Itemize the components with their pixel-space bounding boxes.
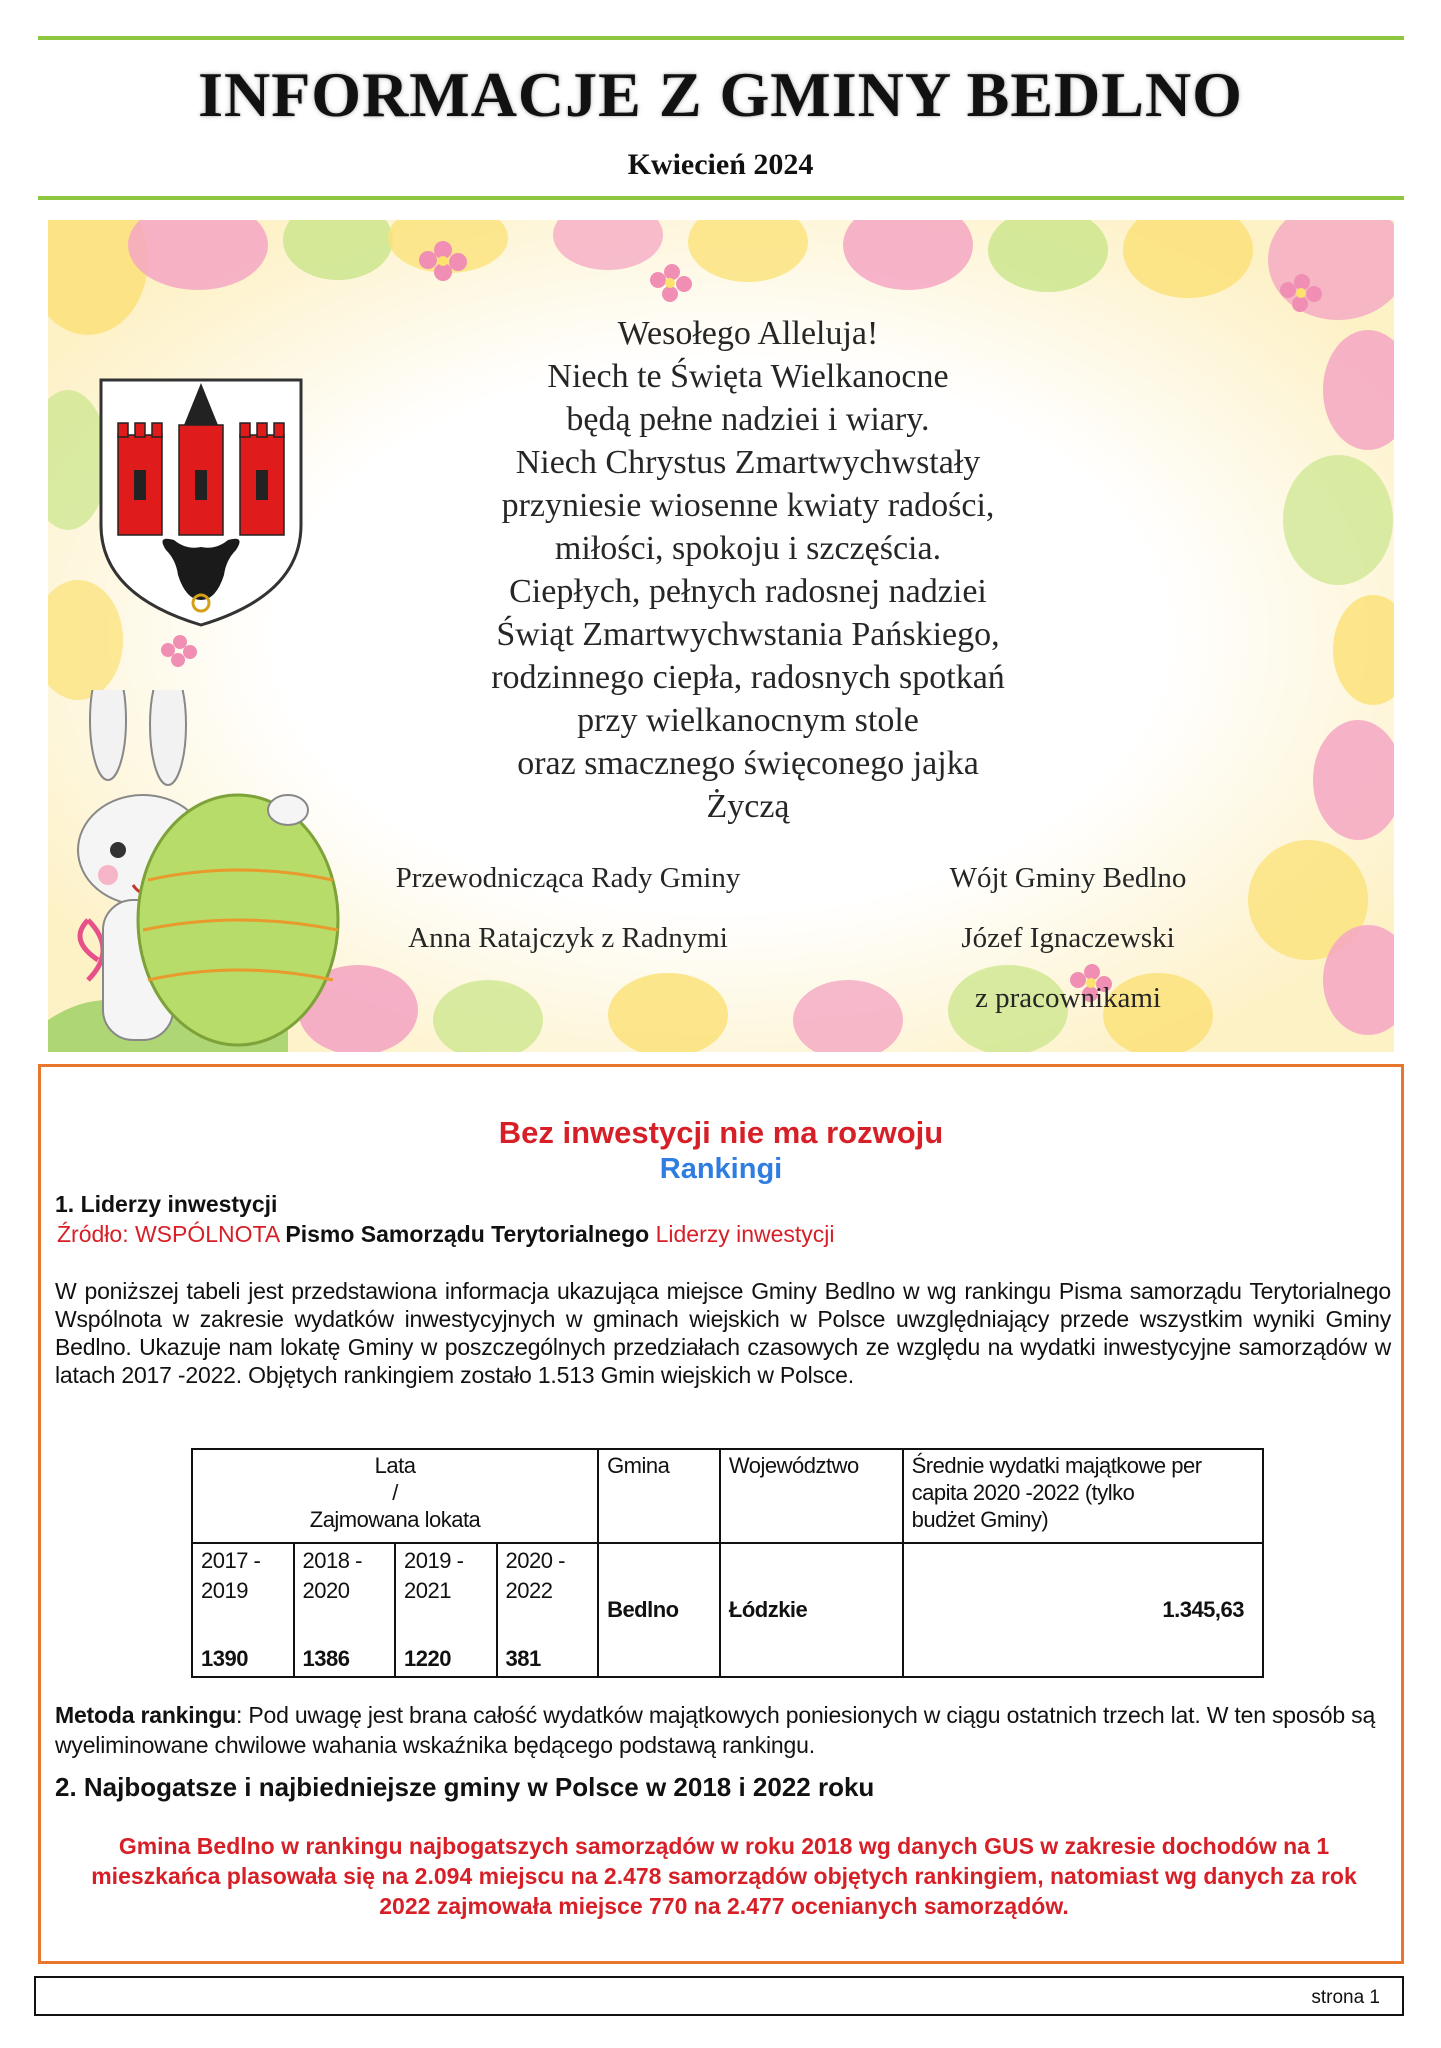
page-footer (34, 1976, 1404, 2016)
page-number: strona 1 (1311, 1987, 1380, 2008)
signature-line: Anna Ratajczyk z Radnymi (408, 922, 728, 954)
issue-date: Kwiecień 2024 (627, 148, 814, 181)
wojewodztwo-value: Łódzkie (720, 1543, 903, 1677)
greeting-line: oraz smacznego święconego jajka (517, 745, 979, 782)
section-heading: 1. Liderzy inwestycji (55, 1191, 278, 1217)
header-years-line: Zajmowana lokata (309, 1507, 481, 1532)
easter-greeting-text (448, 312, 1048, 828)
method-label: Metoda rankingu (55, 1702, 237, 1728)
period-rank: 1220 (404, 1646, 451, 1671)
signature-line: Przewodnicząca Rady Gminy (395, 862, 741, 894)
header-years (192, 1449, 598, 1543)
period-cell (192, 1543, 294, 1677)
greeting-line: Życzą (706, 788, 790, 825)
ranking-summary: Gmina Bedlno w rankingu najbogatszych samorządów w roku 2018 wg danych GUS w zakresie dochodów na 1 mieszkańca plasowała się na 2.094 miejscu na 2.478 samorządów objętych rankingiem, natomiast wg danych za rok 2022 zajmowała miejsce 770 na 2.477 ocenianych samorządów. (91, 1833, 1357, 1919)
wydatki-value: 1.345,63 (903, 1543, 1263, 1677)
header-years-line: / (392, 1480, 398, 1505)
newsletter-title: INFORMACJE Z GMINY BEDLNO (198, 59, 1243, 130)
table-row (192, 1543, 1263, 1677)
easter-greeting-card (48, 220, 1394, 1052)
article-paragraph: W poniższej tabeli jest przedstawiona informacja ukazująca miejsce Gminy Bedlno w wg rankingu Pisma samorządu Terytorialnego Wspólnota w zakresie wydatków inwestycyjnych w gminach wiejskich w Polsce uwzględniający przede wszystkim wyniki Gminy Bedlno. Ukazuje nam lokatę Gminy w poszczególnych przedziałach czasowych ze względu na wydatki inwestycyjne samorządów w latach 2017 -2022. Objętych rankingiem zostało 1.513 Gmin wiejskich w Polsce. (55, 1278, 1391, 1388)
source-line (57, 1221, 835, 1248)
section-heading: 2. Najbogatsze i najbiedniejsze gminy w Polsce w 2018 i 2022 roku (55, 1772, 875, 1802)
header-wojewodztwo: Województwo (720, 1449, 903, 1543)
greeting-line: przyniesie wiosenne kwiaty radości, (501, 487, 995, 524)
header-gmina: Gmina (598, 1449, 720, 1543)
period-rank: 381 (505, 1646, 541, 1671)
greeting-line: Niech Chrystus Zmartwychwstały (515, 444, 981, 481)
header-wydatki: Średnie wydatki majątkowe per capita 2020 -2022 (tylko budżet Gminy) (903, 1449, 1263, 1543)
ranking-table (191, 1448, 1264, 1678)
period-years: 2020 - 2022 (505, 1548, 565, 1603)
greeting-line: rodzinnego ciepła, radosnych spotkań (491, 659, 1005, 696)
greeting-line: przy wielkanocnym stole (577, 702, 919, 739)
greeting-line: miłości, spokoju i szczęścia. (554, 530, 942, 567)
greeting-line: Ciepłych, pełnych radosnej nadziei (509, 573, 987, 610)
header-years-line: Lata (374, 1453, 416, 1478)
signature-council-chair (308, 848, 828, 968)
method-text: : Pod uwagę jest brana całość wydatków majątkowych poniesionych w ciągu ostatnich trzech lat. W ten sposób są wyeliminowane chwilowe wahania wskaźnika będącego podstawą rankingu. (55, 1702, 1376, 1758)
greeting-line: Niech te Święta Wielkanocne (547, 358, 949, 395)
period-years: 2018 - 2020 (302, 1548, 362, 1603)
investment-article (38, 1064, 1404, 1964)
period-cell (395, 1543, 497, 1677)
period-rank: 1390 (201, 1646, 248, 1671)
greeting-line: będą pełne nadziei i wiary. (566, 401, 930, 438)
top-rule (38, 36, 1404, 40)
gmina-value: Bedlno (598, 1543, 720, 1677)
coat-of-arms-icon (96, 375, 306, 630)
period-cell (294, 1543, 396, 1677)
greeting-line: Wesołego Alleluja! (617, 315, 879, 352)
period-rank: 1386 (302, 1646, 350, 1671)
article-title: Bez inwestycji nie ma rozwoju (498, 1115, 944, 1150)
header-rule (38, 196, 1404, 200)
source-publication: Pismo Samorządu Terytorialnego (285, 1221, 650, 1247)
signature-line: z pracownikami (974, 982, 1161, 1014)
easter-bunny-icon (48, 690, 348, 1052)
article-subtitle: Rankingi (659, 1153, 783, 1185)
greeting-line: Świąt Zmartwychwstania Pańskiego, (496, 616, 1000, 653)
table-header-row (192, 1449, 1263, 1543)
period-years: 2017 - 2019 (201, 1548, 261, 1603)
signature-mayor (888, 848, 1248, 1028)
signature-line: Wójt Gminy Bedlno (949, 862, 1187, 894)
source-suffix: Liderzy inwestycji (655, 1221, 835, 1247)
period-cell (497, 1543, 599, 1677)
period-years: 2019 - 2021 (404, 1548, 464, 1603)
source-prefix: Źródło: WSPÓLNOTA (57, 1221, 279, 1247)
ranking-method (55, 1700, 1391, 1760)
signature-line: Józef Ignaczewski (961, 922, 1175, 954)
